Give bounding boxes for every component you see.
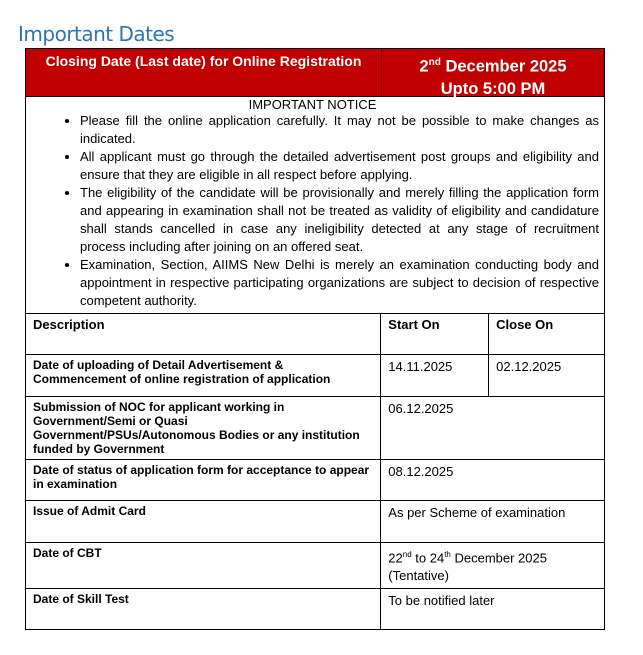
row-description: Issue of Admit Card — [26, 501, 381, 543]
row-start: As per Scheme of examination — [381, 501, 605, 543]
closing-month-year: December 2025 — [440, 57, 567, 76]
closing-day-suffix: nd — [428, 57, 441, 68]
dates-table — [25, 313, 605, 630]
closing-date-label: Closing Date (Last date) for Online Registration — [26, 49, 382, 96]
row-start: To be notified later — [381, 589, 605, 630]
row-description: Date of status of application form for acceptance to appear in examination — [26, 460, 381, 501]
notice-item: • All applicant must go through the detailed advertisement post groups and eligibility and ensure that they are eligible in all respect before applying. — [80, 148, 599, 184]
header-close-on: Close On — [489, 314, 605, 355]
table-header-row — [26, 314, 605, 355]
row-start: 08.12.2025 — [381, 460, 605, 501]
table-row — [26, 460, 605, 501]
row-description: Date of CBT — [26, 543, 381, 589]
cbt-note: (Tentative) — [388, 568, 449, 584]
cbt-month-year: December 2025 — [450, 550, 547, 566]
cbt-day2: to 24 — [411, 550, 445, 566]
notice-item: • The eligibility of the candidate will be provisionally and merely filling the application form and appearing in examination shall not be treated as validity of eligibility and candidature shall stands cancelled in case any ineligibility detected at any stage of recruitment process including after joining on an offered seat. — [80, 184, 599, 256]
table-row — [26, 397, 605, 460]
row-start: 06.12.2025 — [381, 397, 605, 460]
row-description: Date of uploading of Detail Advertisement & Commencement of online registration of application — [26, 355, 381, 397]
row-description: Date of Skill Test — [26, 589, 381, 630]
cbt-day1: 22 — [388, 550, 403, 566]
notice-item: • Please fill the online application carefully. It may not be possible to make changes as indicated. — [80, 112, 599, 148]
row-cbt-date — [381, 543, 605, 589]
cbt-suffix2: th — [444, 550, 451, 559]
row-close: 02.12.2025 — [489, 355, 605, 397]
closing-date-value — [382, 49, 604, 96]
page-title: Important Dates — [18, 22, 175, 46]
table-row — [26, 355, 605, 397]
row-start: 14.11.2025 — [381, 355, 489, 397]
closing-time: Upto 5:00 PM — [440, 79, 546, 98]
notice-item: • Examination, Section, AIIMS New Delhi is merely an examination conducting body and appointment in respective participating organizations are subject to decision of respective competent authority. — [80, 256, 599, 310]
closing-day: 2 — [419, 57, 429, 76]
table-row — [26, 543, 605, 589]
header-description: Description — [26, 314, 381, 355]
row-description: Submission of NOC for applicant working in Government/Semi or Quasi Government/PSUs/Autonomous Bodies or any institution funded by Government — [26, 397, 381, 460]
notice-heading: IMPORTANT NOTICE — [248, 97, 377, 112]
cbt-suffix1: nd — [402, 550, 412, 559]
header-start-on: Start On — [381, 314, 489, 355]
closing-date-banner — [25, 48, 605, 97]
table-row — [26, 501, 605, 543]
table-row — [26, 589, 605, 630]
important-notice — [25, 96, 605, 314]
notice-list — [26, 112, 599, 310]
